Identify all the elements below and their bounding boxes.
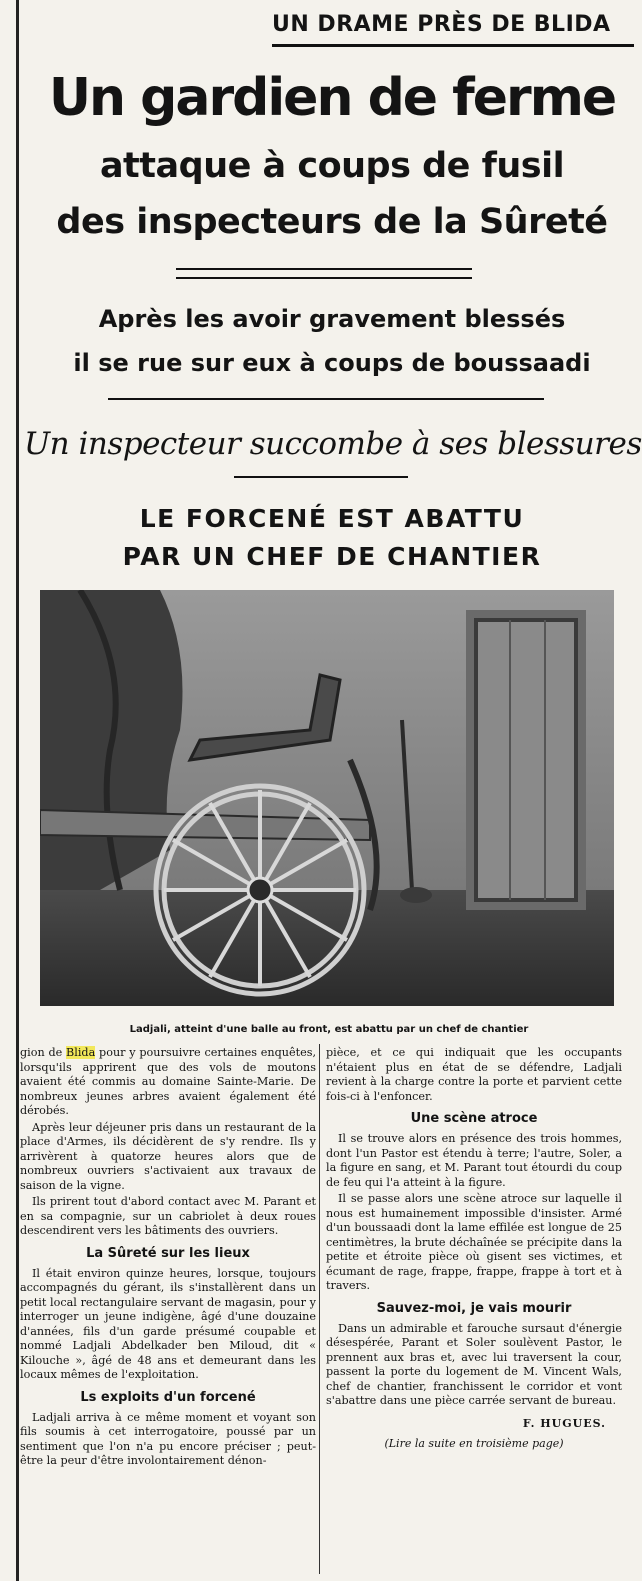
paragraph: Il se passe alors une scène atroce sur laquelle il nous est humainement impossible d'insister. Armé d'un boussaadi dont la lame effilée est longue de 25 centimètres, la brute déchaînée se précipite dans la petite et étroite pièce où gisent ses victimes, et écumant de rage, frappe, frappe, frappe à tort et à travers. (326, 1192, 622, 1292)
headline-line-3: des inspecteurs de la Sûreté (56, 202, 608, 242)
headline-line-2: attaque à coups de fusil (99, 146, 565, 186)
column-divider (319, 1044, 320, 1574)
deck: Un inspecteur succombe à ses blessures (24, 426, 642, 462)
paragraph (20, 1046, 316, 1119)
article-column-left (20, 1046, 316, 1471)
paragraph: Après leur déjeuner pris dans un restaurant de la place d'Armes, ils décidèrent de s'y rendre. Ils y arrivèrent à quatorze heures alors que de nombreux ouvriers s'activaient aux travaux de saison de la vigne. (20, 1120, 316, 1192)
paragraph: Il était environ quinze heures, lorsque, toujours accompagnés du gérant, ils s'installèrent dans un petit local rectangulaire servant de magasin, pour y interroger un jeune indigène, âgé d'une douzaine d'années, fils d'un garde présumé coupable et nommé Ladjali Abdelkader ben Miloud, dit « Kilouche », âgé de 48 ans et demeurant dans les locaux mêmes de l'exploitation. (20, 1266, 316, 1381)
section-rule (108, 398, 544, 400)
double-rule (176, 268, 472, 279)
subheading: Une scène atroce (410, 1111, 538, 1126)
byline-signature: F. HUGUES. (522, 1416, 606, 1430)
capsline-2: PAR UN CHEF DE CHANTIER (122, 542, 542, 571)
paragraph: Ladjali arriva à ce même moment et voyant son fils soumis à cet interrogatoire, poussé par un sentiment que l'on n'a pu encore préciser ; peut-être la peur d'être involontairement dénon- (20, 1410, 316, 1467)
paragraph: Dans un admirable et farouche sursaut d'énergie désespérée, Parant et Soler soulèvent Pastor, le prennent aux bras et, avec lui traversent la cour, passent la porte du logement de M. Vincent Wals, chef de chantier, franchissent le corridor et vont s'abattre dans une pièce carrée servant de bureau. (326, 1321, 622, 1407)
text-run: gion de (20, 1046, 67, 1059)
kicker-underline (272, 44, 634, 47)
continued-note: (Lire la suite en troisième page) (384, 1437, 564, 1450)
paragraph: pièce, et ce qui indiquait que les occupants n'étaient plus en état de se défendre, Ladjali revient à la charge contre la porte et parvient cette fois-ci à l'enfoncer. (326, 1046, 622, 1103)
paragraph: Il se trouve alors en présence des trois hommes, dont l'un Pastor est étendu à terre; l'autre, Soler, a la figure en sang, et M. Parant tout étourdi du coup de feu qui l'a atteint à la figure. (326, 1132, 622, 1189)
capsline-1: LE FORCENÉ EST ABATTU (139, 504, 525, 533)
subheading: La Sûreté sur les lieux (86, 1245, 250, 1261)
highlighted-word: Blida (66, 1046, 96, 1059)
photo-caption: Ladjali, atteint d'une balle au front, est abattu par un chef de chantier (129, 1024, 529, 1035)
text-run: pour y poursuivre certaines enquêtes, lorsqu'ils apprirent que des vols de moutons avaient été commis au domaine Sainte-Marie. De nombreux jeunes arbres avaient également été dérobés. (20, 1046, 317, 1117)
subhead-line-2: il se rue sur eux à coups de boussaadi (73, 349, 591, 377)
article-column-right (326, 1046, 622, 1452)
subheading: Ls exploits d'un forcené (80, 1389, 256, 1405)
short-rule (234, 476, 408, 478)
paragraph: Ils prirent tout d'abord contact avec M. Parant et en sa compagnie, sur un cabriolet à deux roues descendirent vers les bâtiments des ouvriers. (20, 1195, 316, 1237)
subhead-line-1: Après les avoir gravement blessés (98, 305, 566, 333)
subheading: Sauvez-moi, je vais mourir (376, 1300, 572, 1316)
headline-line-1: Un gardien de ferme (48, 68, 616, 128)
page-edge-rule (16, 0, 19, 1581)
kicker: UN DRAME PRÈS DE BLIDA (272, 12, 611, 37)
cabriolet-photo (40, 590, 614, 1006)
